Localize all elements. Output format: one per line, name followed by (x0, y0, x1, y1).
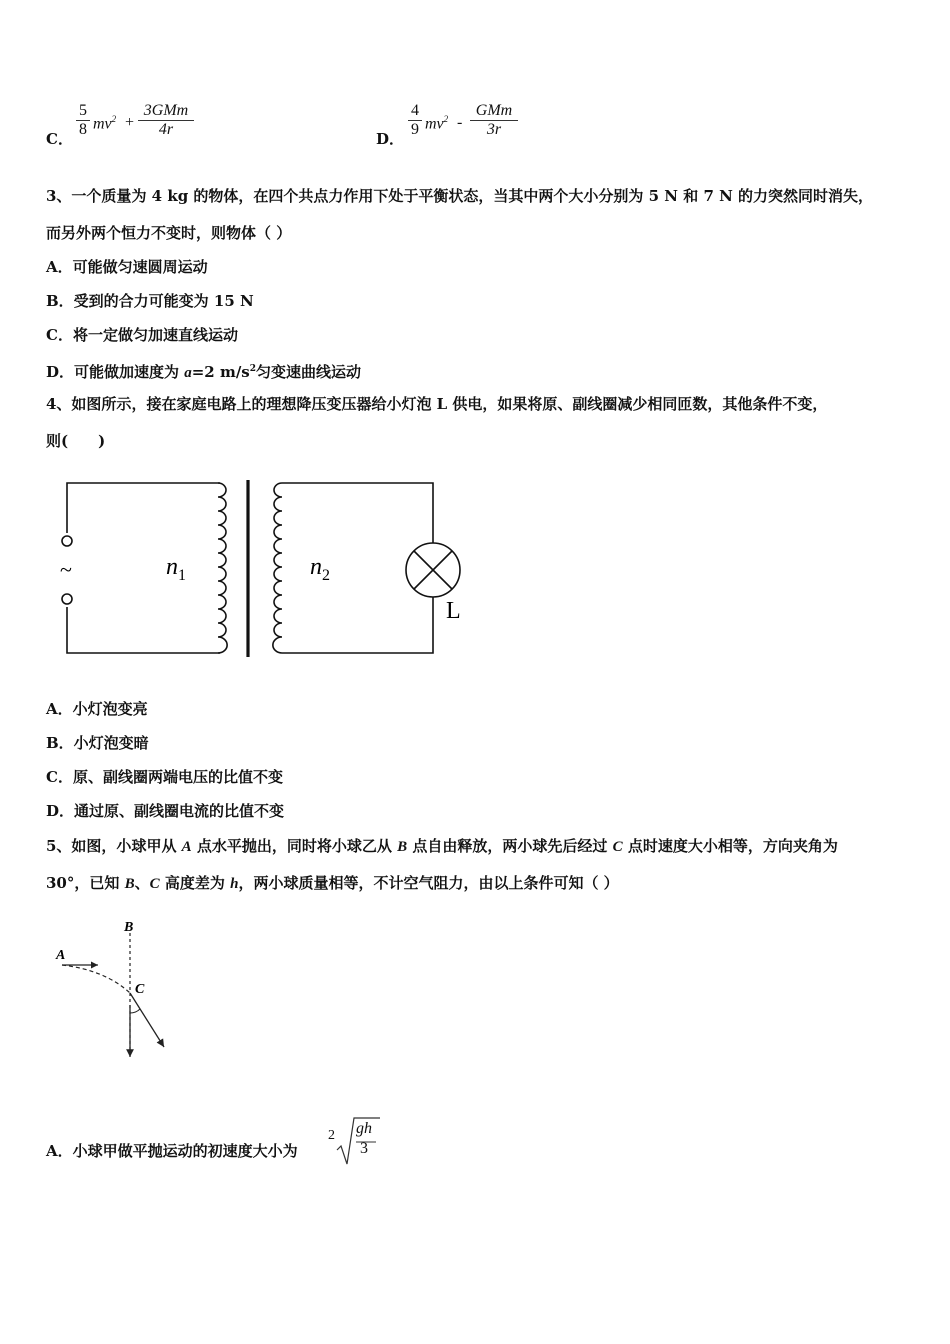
q2-c-term (93, 114, 116, 133)
q2-c-coef (76, 102, 90, 139)
q4-option-c: C．原、副线圈两端电压的比值不变 (46, 768, 283, 786)
q2-c-term-exp: 2 (111, 114, 117, 124)
q2-d-coef-den: 9 (411, 121, 419, 138)
q2-d-frac-num: GMm (470, 102, 518, 121)
n1-var: n (166, 554, 178, 580)
q5-s1-B: B (397, 839, 408, 855)
q2-d-term-text: mv (425, 115, 444, 133)
q5-option-a: A．小球甲做平抛运动的初速度大小为 (46, 1142, 298, 1160)
q3-d-val: =2 m/s (191, 363, 250, 381)
n1-sub: 1 (178, 567, 186, 584)
q2-d-term (425, 114, 448, 133)
projectile-path (62, 965, 130, 993)
q3-option-a: A．可能做匀速圆周运动 (46, 258, 208, 276)
terminal-bottom (62, 594, 72, 604)
point-c-label: C (135, 982, 145, 997)
velocity-arrow-angled (130, 993, 164, 1047)
q2-d-term-exp: 2 (443, 114, 449, 124)
projectile-diagram (50, 915, 180, 1065)
q5-s2-C: C (149, 876, 160, 892)
q2-c-coef-num: 5 (76, 102, 90, 121)
q2-option-c-label: C． (46, 130, 73, 148)
q3-d-var: a (184, 365, 192, 381)
q2-d-coef (408, 102, 422, 139)
q2-d-coef-num: 4 (408, 102, 422, 121)
transformer-circuit-diagram (50, 470, 480, 670)
angle-arc (130, 1009, 140, 1013)
q3-stem-line2: 而另外两个恒力不变时，则物体（ ） (46, 224, 292, 242)
n2-sub: 2 (322, 567, 330, 584)
q5-s2b: 、 (134, 874, 150, 892)
q5-s2-B: B (124, 876, 135, 892)
q3-d-exp: 2 (249, 364, 257, 374)
q3-option-d (46, 359, 361, 383)
q4-option-d: D．通过原、副线圈电流的比值不变 (46, 802, 285, 820)
q4-stem-line1: 4、如图所示，接在家庭电路上的理想降压变压器给小灯泡 L 供电，如果将原、副线圈减少相同匝数，其他条件不变， (46, 395, 828, 413)
q4-option-b: B．小灯泡变暗 (46, 734, 149, 752)
q4-stem-line2: 则( ) (46, 432, 106, 450)
n1-label (166, 554, 186, 584)
ac-source-label: ~ (60, 557, 72, 582)
q2-option-d-label: D． (376, 130, 405, 148)
q2-d-op: - (457, 114, 463, 131)
lamp-label: L (446, 598, 461, 624)
secondary-top-wire (282, 483, 433, 543)
q5-s1b: 点水平抛出，同时将小球乙从 (191, 837, 398, 855)
q3-d-post: 匀变速曲线运动 (256, 363, 362, 381)
point-b-label: B (124, 920, 134, 935)
q5-a-coef: 2 (328, 1128, 335, 1143)
point-a-label: A (56, 948, 66, 963)
q2-c-fraction (138, 102, 194, 139)
q5-s2d: ，两小球质量相等，不计空气阻力，由以上条件可知（ ） (238, 874, 619, 892)
q3-d-pre: D．可能做加速度为 (46, 363, 185, 381)
secondary-coil (273, 483, 282, 653)
q5-a-frac-den: 3 (360, 1140, 368, 1157)
q2-c-op: + (125, 114, 135, 131)
q5-s1-C: C (612, 839, 623, 855)
q5-a-fraction (352, 1120, 376, 1158)
primary-top-wire (67, 483, 220, 533)
q2-c-frac-num: 3GMm (138, 102, 194, 121)
primary-bottom-wire (67, 607, 220, 653)
n2-var: n (310, 554, 322, 580)
terminal-top (62, 536, 72, 546)
q5-a-frac-num: gh (356, 1120, 372, 1137)
q4-option-a: A．小灯泡变亮 (46, 700, 148, 718)
q2-d-fraction (470, 102, 518, 139)
q2-d-frac-den: 3r (486, 121, 502, 138)
q5-s1d: 点时速度大小相等，方向夹角为 (622, 837, 838, 855)
q2-c-term-text: mv (93, 115, 112, 133)
q3-option-b: B．受到的合力可能变为 15 N (46, 292, 254, 310)
q2-c-frac-den: 4r (158, 121, 174, 138)
q5-s1c: 点自由释放，两小球先后经过 (407, 837, 613, 855)
n2-label (310, 554, 330, 584)
q5-stem-line2 (46, 873, 619, 894)
q3-option-c: C．将一定做匀加速直线运动 (46, 326, 238, 344)
q5-s2-h: h (230, 876, 239, 892)
q5-s1-A: A (181, 839, 192, 855)
q5-s1a: 5、如图，小球甲从 (46, 837, 182, 855)
q5-s2a: 30°，已知 (46, 874, 125, 892)
primary-coil (218, 483, 227, 653)
q2-c-coef-den: 8 (79, 121, 87, 138)
secondary-bottom-wire (282, 597, 433, 653)
q5-s2c: 高度差为 (159, 874, 231, 892)
q3-stem-line1: 3、一个质量为 4 kg 的物体，在四个共点力作用下处于平衡状态，当其中两个大小分别为 5 N 和 7 N 的力突然同时消失， (46, 187, 874, 205)
q5-stem-line1 (46, 836, 838, 857)
